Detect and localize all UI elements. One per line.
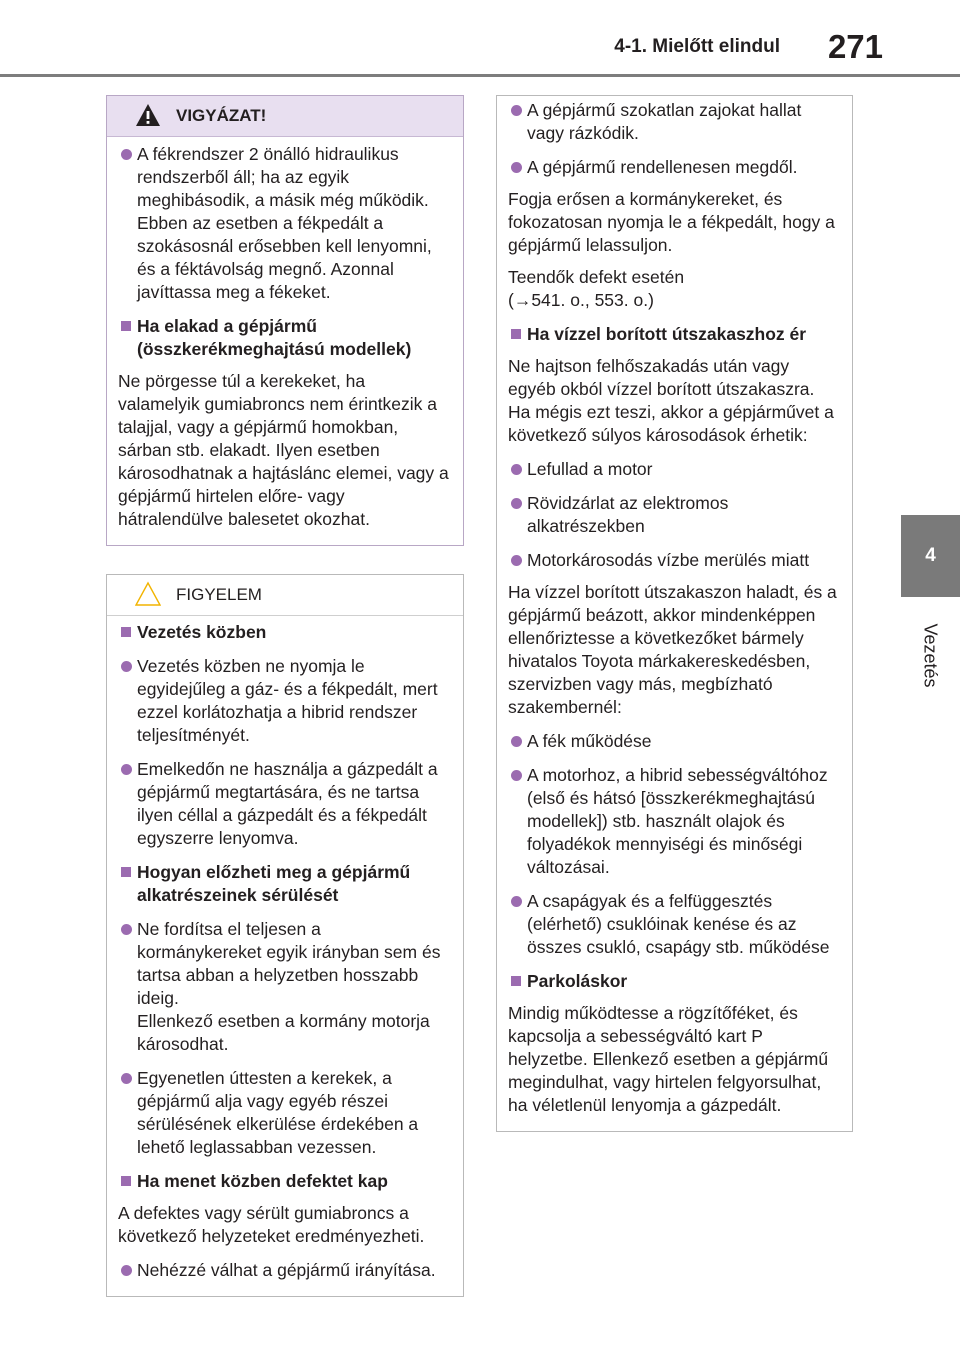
bullet-item [508, 458, 838, 481]
notice-box [106, 574, 464, 1297]
warning-header [107, 96, 463, 137]
bullet-text: A motorhoz, a hibrid sebességváltóhoz (első és hátsó [összkerékmeghajtású modellek]) stb. használt olajok és folyadékok mennyiségi és minőségi változásai. [527, 765, 828, 877]
chapter-label: Vezetés [920, 623, 941, 688]
bullet-icon [511, 162, 522, 173]
subheading-row [118, 315, 449, 361]
caution-triangle-icon [135, 581, 161, 607]
bullet-text: A gépjármű szokatlan zajokat hallat vagy rázkódik. [527, 100, 802, 143]
subheading: Parkoláskor [527, 971, 628, 991]
bullet-text: A gépjármű rendellenesen megdől. [527, 157, 798, 177]
warning-triangle-icon [135, 102, 161, 128]
warning-title: VIGYÁZAT! [176, 106, 267, 125]
subheading: Ha elakad a gépjármű (összkerékmeghajtású modellek) [137, 316, 412, 359]
bullet-text: Nehézzé válhat a gépjármű irányítása. [137, 1260, 436, 1280]
paragraph: Ne hajtson felhőszakadás után vagy egyéb okból vízzel borított útszakaszra. Ha mégis ezt teszi, akkor a gépjárművet a következő súlyos károsodások érhetik: [508, 356, 834, 445]
square-bullet-icon [121, 627, 131, 637]
bullet-item [118, 758, 449, 850]
bullet-text: Egyenetlen úttesten a kerekek, a gépjármű alja vagy egyéb részei sérülésének elkerülése érdekében a lehető leglassabban vezessen. [137, 1068, 419, 1157]
bullet-item [118, 1067, 449, 1159]
page-number: 271 [827, 28, 883, 65]
notice-header [107, 575, 463, 616]
notice-title: FIGYELEM [176, 585, 262, 604]
subheading: Hogyan előzheti meg a gépjármű alkatrészeinek sérülését [137, 862, 411, 905]
subheading-row [508, 970, 838, 993]
continued-notice-box [496, 95, 853, 1132]
paragraph-block [508, 1002, 838, 1117]
subheading: Vezetés közben [137, 622, 267, 642]
header-rule [0, 74, 960, 77]
bullet-icon [121, 661, 132, 672]
paragraph-block [118, 1202, 449, 1248]
continued-content [497, 96, 852, 1131]
bullet-text: Motorkárosodás vízbe merülés miatt [527, 550, 810, 570]
bullet-item [508, 156, 838, 179]
subheading-row [118, 1170, 449, 1193]
subheading: Ha menet közben defektet kap [137, 1171, 388, 1191]
paragraph: Fogja erősen a kormánykereket, és fokozatosan nyomja le a fékpedált, hogy a gépjármű lelassuljon. [508, 189, 835, 255]
paragraph: A defektes vagy sérült gumiabroncs a következő helyzeteket eredményezheti. [118, 1203, 425, 1246]
square-bullet-icon [121, 321, 131, 331]
left-column [106, 95, 464, 1297]
bullet-icon [511, 105, 522, 116]
notice-content [107, 616, 463, 1296]
paragraph-block [508, 581, 838, 719]
square-bullet-icon [121, 1176, 131, 1186]
subheading: Ha vízzel borított útszakaszhoz ér [527, 324, 807, 344]
section-title: 4-1. Mielőtt elindul [614, 36, 780, 57]
subheading-row [118, 861, 449, 907]
bullet-icon [121, 149, 132, 160]
bullet-icon [121, 1073, 132, 1084]
bullet-item [118, 143, 449, 304]
bullet-icon [511, 555, 522, 566]
subheading-row [118, 621, 449, 644]
bullet-text: Emelkedőn ne használja a gázpedált a gépjármű megtartására, és ne tartsa ilyen céllal a gázpedált és a fékpedált egyszerre lenyomva. [137, 759, 438, 848]
right-column [496, 95, 853, 1132]
bullet-text: Vezetés közben ne nyomja le egyidejűleg a gáz- és a fékpedált, mert ezzel korlátozhatja a hibrid rendszer teljesítményét. [137, 656, 438, 745]
bullet-item [508, 730, 838, 753]
paragraph-block [508, 266, 838, 312]
warning-box [106, 95, 464, 546]
bullet-item [118, 918, 449, 1056]
bullet-item [118, 1259, 449, 1282]
bullet-icon [121, 1265, 132, 1276]
square-bullet-icon [511, 329, 521, 339]
bullet-icon [511, 498, 522, 509]
bullet-item [508, 492, 838, 538]
bullet-item [508, 764, 838, 879]
paragraph: Ha vízzel borított útszakaszon haladt, és a gépjármű beázott, akkor mindenképpen ellenőriztesse a következőket bármely hivatalos Toyota márkakereskedésben, szervizben vagy más, megbízható szakembernél: [508, 582, 837, 717]
bullet-item [508, 99, 838, 145]
bullet-icon [121, 764, 132, 775]
bullet-text: A csapágyak és a felfüggesztés (elérhető) csuklóinak kenése és az összes csukló, csapágy stb. működése [527, 891, 830, 957]
square-bullet-icon [121, 867, 131, 877]
paragraph: Teendők defekt esetén (→541. o., 553. o.) [508, 267, 685, 310]
paragraph: Ne pörgesse túl a kerekeket, ha valamelyik gumiabroncs nem érintkezik a talajjal, vagy a gépjármű homokban, sárban stb. elakadt. Ilyen esetben károsodhatnak a hajtáslánc elemei, vagy a gépjármű hirtelen előre- vagy hátralendülve balesetet okozhat. [118, 371, 449, 529]
bullet-item [508, 890, 838, 959]
square-bullet-icon [511, 976, 521, 986]
paragraph-block [508, 188, 838, 257]
bullet-item [508, 549, 838, 572]
bullet-icon [511, 770, 522, 781]
subheading-row [508, 323, 838, 346]
bullet-text: Lefullad a motor [527, 459, 653, 479]
bullet-icon [121, 924, 132, 935]
bullet-text: Ne fordítsa el teljesen a kormánykereket egyik irányban sem és tartsa abban a helyzetben hosszabb ideig. Ellenkező esetben a kormány motorja károsodhat. [137, 919, 441, 1054]
paragraph: Mindig működtesse a rögzítőféket, és kapcsolja a sebességváltó kart P helyzetbe. Ellenkező esetben a gépjármű megindulhat, vagy hirtelen felgyorsulhat, ha véletlenül lenyomja a gázpedált. [508, 1003, 829, 1115]
paragraph-block [118, 370, 449, 531]
bullet-icon [511, 896, 522, 907]
chapter-tab: 4 [901, 515, 960, 597]
bullet-text: Rövidzárlat az elektromos alkatrészekben [527, 493, 729, 536]
bullet-icon [511, 464, 522, 475]
bullet-icon [511, 736, 522, 747]
bullet-text: A fék működése [527, 731, 652, 751]
paragraph-block [508, 355, 838, 447]
bullet-text: A fékrendszer 2 önálló hidraulikus rendszerből áll; ha az egyik meghibásodik, a másik még működik. Ebben az esetben a fékpedált a szokásosnál erősebben kell lenyomni, és a féktávolság megnő. Azonnal javíttassa meg a fékeket. [137, 144, 432, 302]
warning-content [107, 137, 463, 545]
bullet-item [118, 655, 449, 747]
